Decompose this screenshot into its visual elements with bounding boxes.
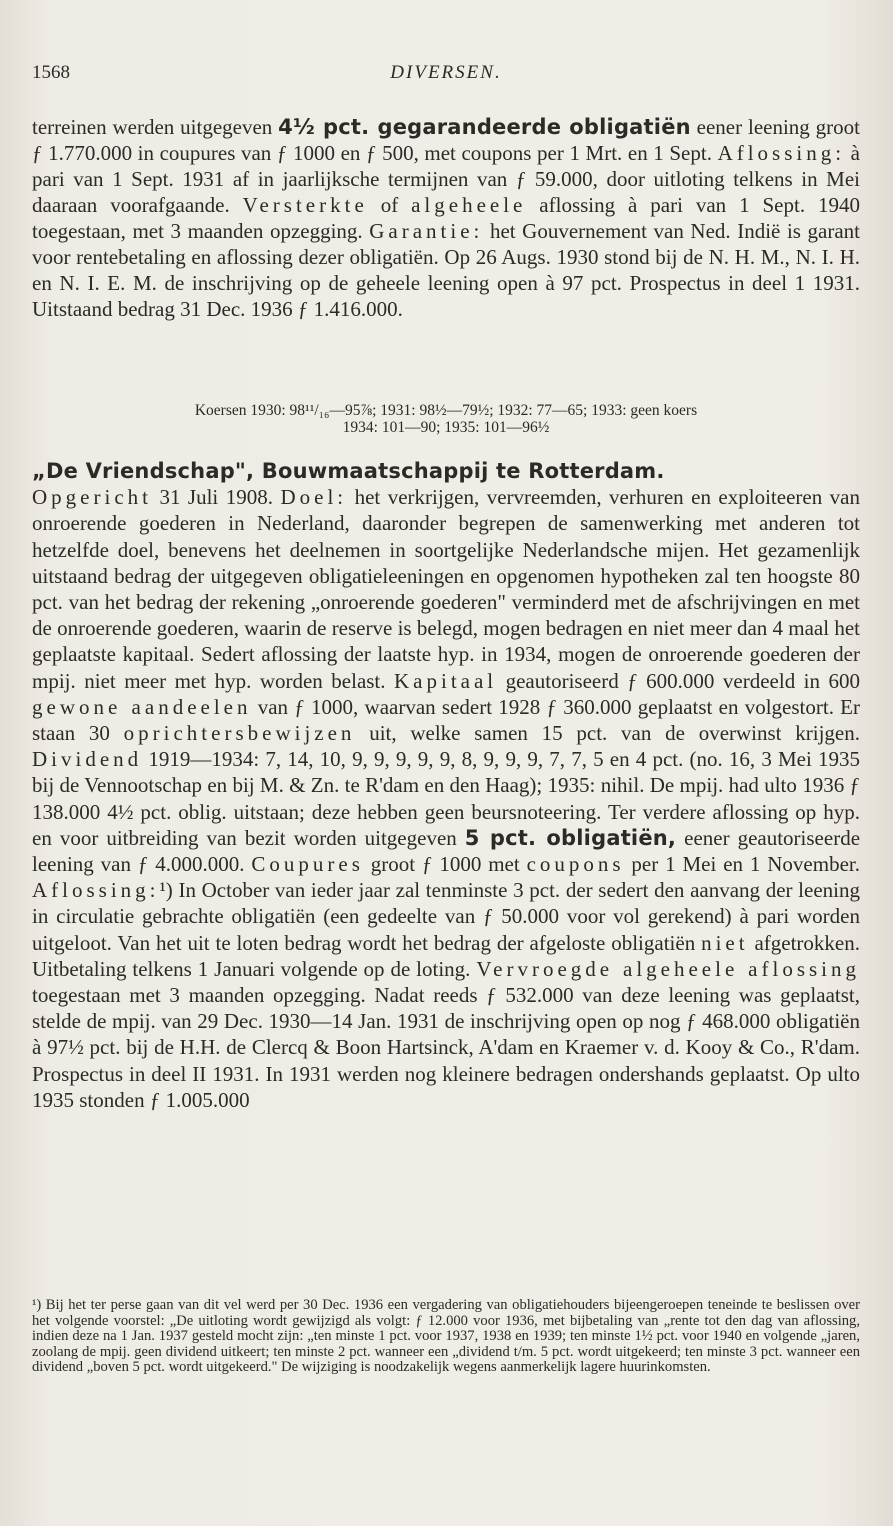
section-vriendschap: [32, 458, 860, 1113]
text: à pari van 1 Sept. 1931 af in jaarlijksche termijnen van ƒ 59.000, door uitloting telkens in Mei daaraan voorafgaande.: [32, 141, 860, 217]
text: eener geautoriseerde leening van ƒ 4.000.000.: [32, 825, 861, 877]
text: terreinen werden uitgegeven: [32, 115, 279, 139]
text: aflossing à pari van 1 Sept. 1940 toegestaan, met 3 maanden opzegging.: [32, 193, 861, 243]
page-number: 1568: [32, 62, 70, 83]
oprichters-label: oprichtersbewijzen: [123, 721, 356, 746]
aflossing-label-2: Aflossing:: [32, 878, 160, 903]
garantie-label: Garantie:: [369, 219, 484, 243]
vervroegde-label: Vervroegde algeheele aflossing: [476, 956, 861, 981]
text: of: [367, 193, 412, 217]
text: van ƒ 1000, waarvan sedert 1928 ƒ 360.000 geplaatst en volgestort. Er staan 30: [32, 694, 861, 746]
koersen-line-1: Koersen 1930: 98¹¹/₁₆—95⅞; 1931: 98½—79½; 1932: 77—65; 1933: geen koers: [194, 402, 698, 419]
text: uit, welke samen 15 pct. van de overwinst krijgen.: [355, 721, 860, 746]
coupons-label: coupons: [526, 852, 625, 877]
algeheele-label: algeheele: [411, 193, 527, 217]
footnote-block: [32, 1298, 860, 1376]
text: 1919—1934: 7, 14, 10, 9, 9, 9, 9, 9, 8, 9, 9, 9, 7, 7, 5 en 4 pct. (no. 16, 3 Mei 1935 bij de Vennootschap en bij M. & Zn. te R'dam en den Haag); 1935: nihil. De mpij. had ulto 1936 ƒ 138.000 4½ pct. oblig. uitstaan; deze hebben geen beursnoteering. Ter verdere aflossing op hyp. en voor uitbreiding van bezit worden uitgegeven: [32, 747, 860, 850]
koersen-line-2: 1934: 101—90; 1935: 101—96½: [342, 419, 550, 436]
aflossing-label: Aflossing:: [717, 141, 846, 165]
running-head: DIVERSEN.: [390, 62, 502, 83]
text: groot ƒ 1000 met: [363, 852, 527, 877]
company-heading: [32, 458, 860, 484]
text: afgetrokken. Uitbetaling telkens 1 Januari volgende op de loting.: [32, 930, 860, 981]
text: eener leening groot ƒ 1.770.000 in coupures van ƒ 1000 en ƒ 500, met coupons per 1 Mrt. en 1 Sept.: [32, 115, 860, 165]
opgericht-label: Opgericht: [32, 485, 152, 510]
text: het Gouvernement van Ned. Indië is garant voor rentebetaling en aflossing dezer obligatiën. Op 26 Augs. 1930 stond bij de N. H. M., N. I. H. en N. I. E. M. de inschrijving op de geheele leening open à 97 pct. Prospectus in deel 1 1931. Uitstaand bedrag 31 Dec. 1936 ƒ 1.416.000.: [32, 219, 860, 321]
text: het verkrijgen, vervreemden, verhuren en exploiteeren van onroerende goederen in Nederland, daaronder begrepen de samenwerking met anderen tot hetzelfde doel, benevens het deelnemen in soortgelijke Nederlandsche mijen. Het gezamenlijk uitstaand bedrag der uitgegeven obligatieleeningen en opgenomen hypotheken zal ten hoogste 80 pct. van het bedrag der rekening „onroerende goederen" verminderd met de afschrijvingen en met de onroerende goederen, waarin de reserve is belegd, mogen bedragen en niet meer dan 4 maal het geplaatste kapitaal. Sedert aflossing der laatste hyp. in 1934, mogen de onroerende goederen der mpij. niet meer met hyp. worden belast.: [32, 485, 860, 693]
bond-title-5pct: 5 pct. obligatiën,: [464, 825, 677, 850]
doel-label: Doel:: [280, 485, 348, 510]
coupures-label: Coupures: [251, 852, 364, 877]
versterkte-label: Versterkte: [242, 193, 368, 217]
bond-paragraph: [32, 114, 860, 322]
footnote: ¹) Bij het ter perse gaan van dit vel werd per 30 Dec. 1936 een vergadering van obligatiehouders bijeengeroepen teneinde te beslissen over het volgende voorstel: „De uitloting wordt gewijzigd als volgt: ƒ 12.000 voor 1936, met bijbetaling van „rente tot den dag van aflossing, indien deze na 1 Jan. 1937 gesteld mocht zijn: „ten minste 1 pct. voor 1937, 1938 en 1939; ten minste 1½ pct. voor 1940 en volgende „jaren, zoolang de mpij. geen dividend uitkeert; ten minste 2 pct. wanneer een „dividend t/m. 5 pct. wordt uitgekeerd; ten minste 3 pct. wanneer een dividend „boven 5 pct. wordt uitgekeerd." De wijziging is noodzakelijk wegens aanmerkelijk lagere huurinkomsten.: [32, 1297, 860, 1375]
kapitaal-label: Kapitaal: [394, 668, 498, 693]
niet-label: niet: [701, 930, 749, 955]
text: geautoriseerd ƒ 600.000 verdeeld in 600: [497, 668, 860, 693]
company-paragraph: [32, 484, 860, 1113]
text: 31 Juli 1908.: [151, 485, 281, 510]
company-title: „De Vriendschap", Bouwmaatschappij te Rotterdam.: [32, 459, 665, 483]
koersen-block: [32, 402, 860, 436]
text: per 1 Mei en 1 November.: [624, 852, 860, 877]
text: toegestaan met 3 maanden opzegging. Nadat reeds ƒ 532.000 van deze leening was geplaatst, stelde de mpij. van 29 Dec. 1930—14 Jan. 1931 de inschrijving open op nog ƒ 468.000 obligatiën à 97½ pct. bij de H.H. de Clercq & Boon Hartsinck, A'dam en Kraemer v. d. Kooy & Co., R'dam. Prospectus in deel II 1931. In 1931 werden nog kleinere bedragen ondershands geplaatst. Op ulto 1935 stonden ƒ 1.005.000: [32, 983, 860, 1112]
page-header: [32, 62, 860, 90]
aandeelen-label: gewone aandeelen: [32, 694, 252, 719]
dividend-label: Dividend: [32, 747, 143, 772]
bond-title: 4½ pct. gegarandeerde obligatiën: [278, 115, 691, 139]
text: ¹) In October van ieder jaar zal tenminste 3 pct. der sedert den aanvang der leening in circulatie gebrachte obligatiën (een gedeelte van ƒ 50.000 voor vol gerekend) à pari worden uitgeloot. Van het uit te loten bedrag wordt het bedrag der afgeloste obligatiën: [32, 878, 860, 955]
section-guaranteed-bonds: [32, 114, 860, 322]
